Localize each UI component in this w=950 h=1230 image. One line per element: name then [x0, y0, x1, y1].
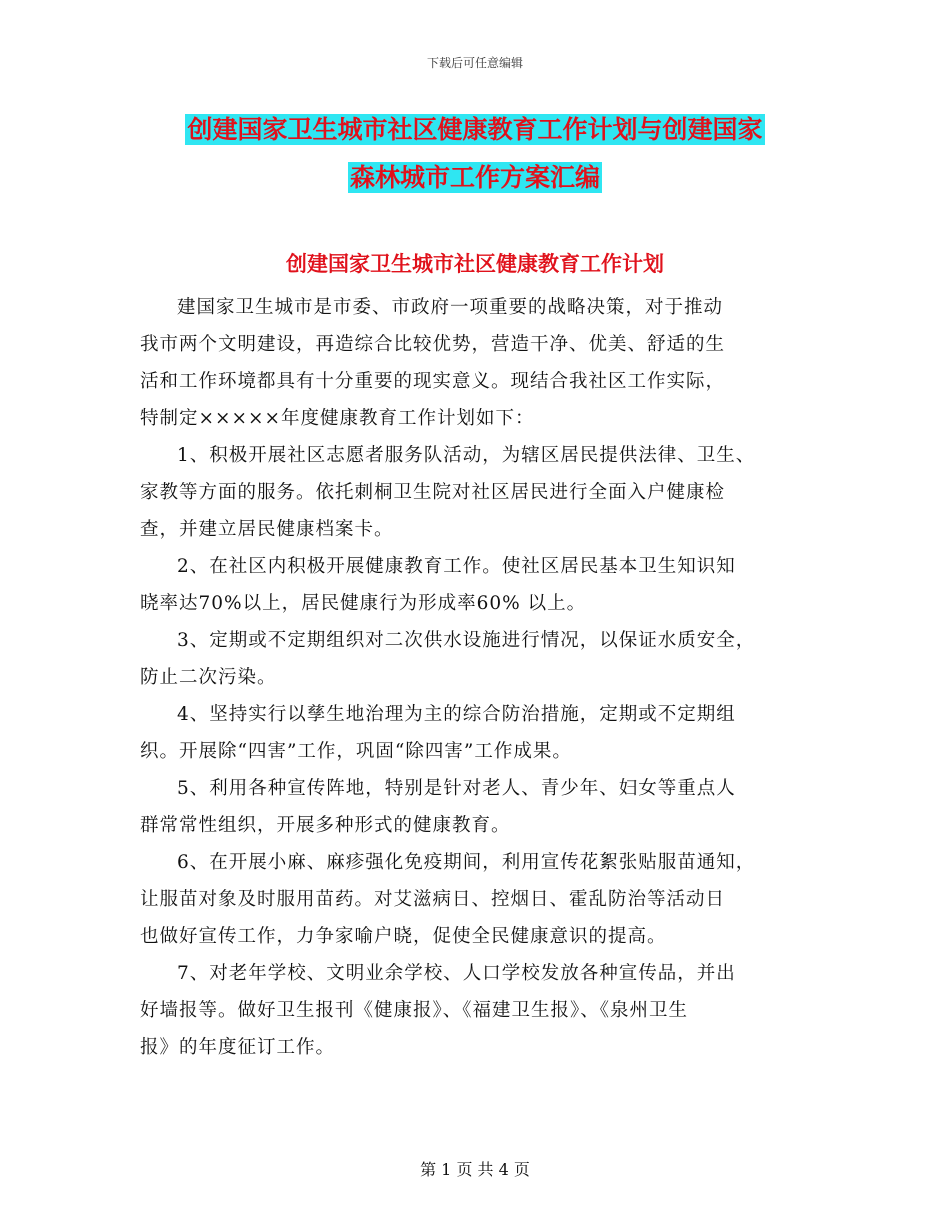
section-title: 创建国家卫生城市社区健康教育工作计划 [286, 252, 664, 276]
page-footer: 第 1 页 共 4 页 [420, 1160, 530, 1179]
list-item-1: 1、积极开展社区志愿者服务队活动，为辖区居民提供法律、卫生、 家教等方面的服务。依托刺桐卫生院对社区居民进行全面入户健康检 查，并建立居民健康档案卡。 [140, 445, 756, 540]
document-body [140, 289, 810, 1066]
document-title [140, 106, 810, 202]
document-title-line-1: 创建国家卫生城市社区健康教育工作计划与创建国家 [187, 115, 763, 144]
intro-paragraph: 建国家卫生城市是市委、市政府一项重要的战略决策，对于推动 我市两个文明建设，再造综合比较优势，营造干净、优美、舒适的生 活和工作环境都具有十分重要的现实意义。现结合我社区工作实际， 特制定×××××年度健康教育工作计划如下： [140, 297, 726, 429]
list-item-6: 6、在开展小麻、麻疹强化免疫期间，利用宣传花絮张贴服苗通知， 让服苗对象及时服用苗药。对艾滋病日、控烟日、霍乱防治等活动日 也做好宣传工作，力争家喻户晓，促使全民健康意识的提高。 [140, 852, 756, 947]
list-item-2: 2、在社区内积极开展健康教育工作。使社区居民基本卫生知识知 晓率达70%以上，居民健康行为形成率60% 以上。 [140, 556, 736, 614]
list-item-4: 4、坚持实行以孳生地治理为主的综合防治措施，定期或不定期组 织。开展除“四害”工作，巩固“除四害”工作成果。 [140, 704, 736, 762]
list-item-7: 7、对老年学校、文明业余学校、人口学校发放各种宣传品，并出 好墙报等。做好卫生报刊《健康报》、《福建卫生报》、《泉州卫生 报》的年度征订工作。 [140, 963, 736, 1058]
document-title-line-2: 森林城市工作方案汇编 [349, 163, 600, 192]
list-item-5: 5、利用各种宣传阵地，特别是针对老人、青少年、妇女等重点人 群常常性组织，开展多种形式的健康教育。 [140, 778, 736, 836]
list-item-3: 3、定期或不定期组织对二次供水设施进行情况，以保证水质安全， 防止二次污染。 [140, 630, 756, 688]
header-note: 下载后可任意编辑 [426, 56, 523, 70]
